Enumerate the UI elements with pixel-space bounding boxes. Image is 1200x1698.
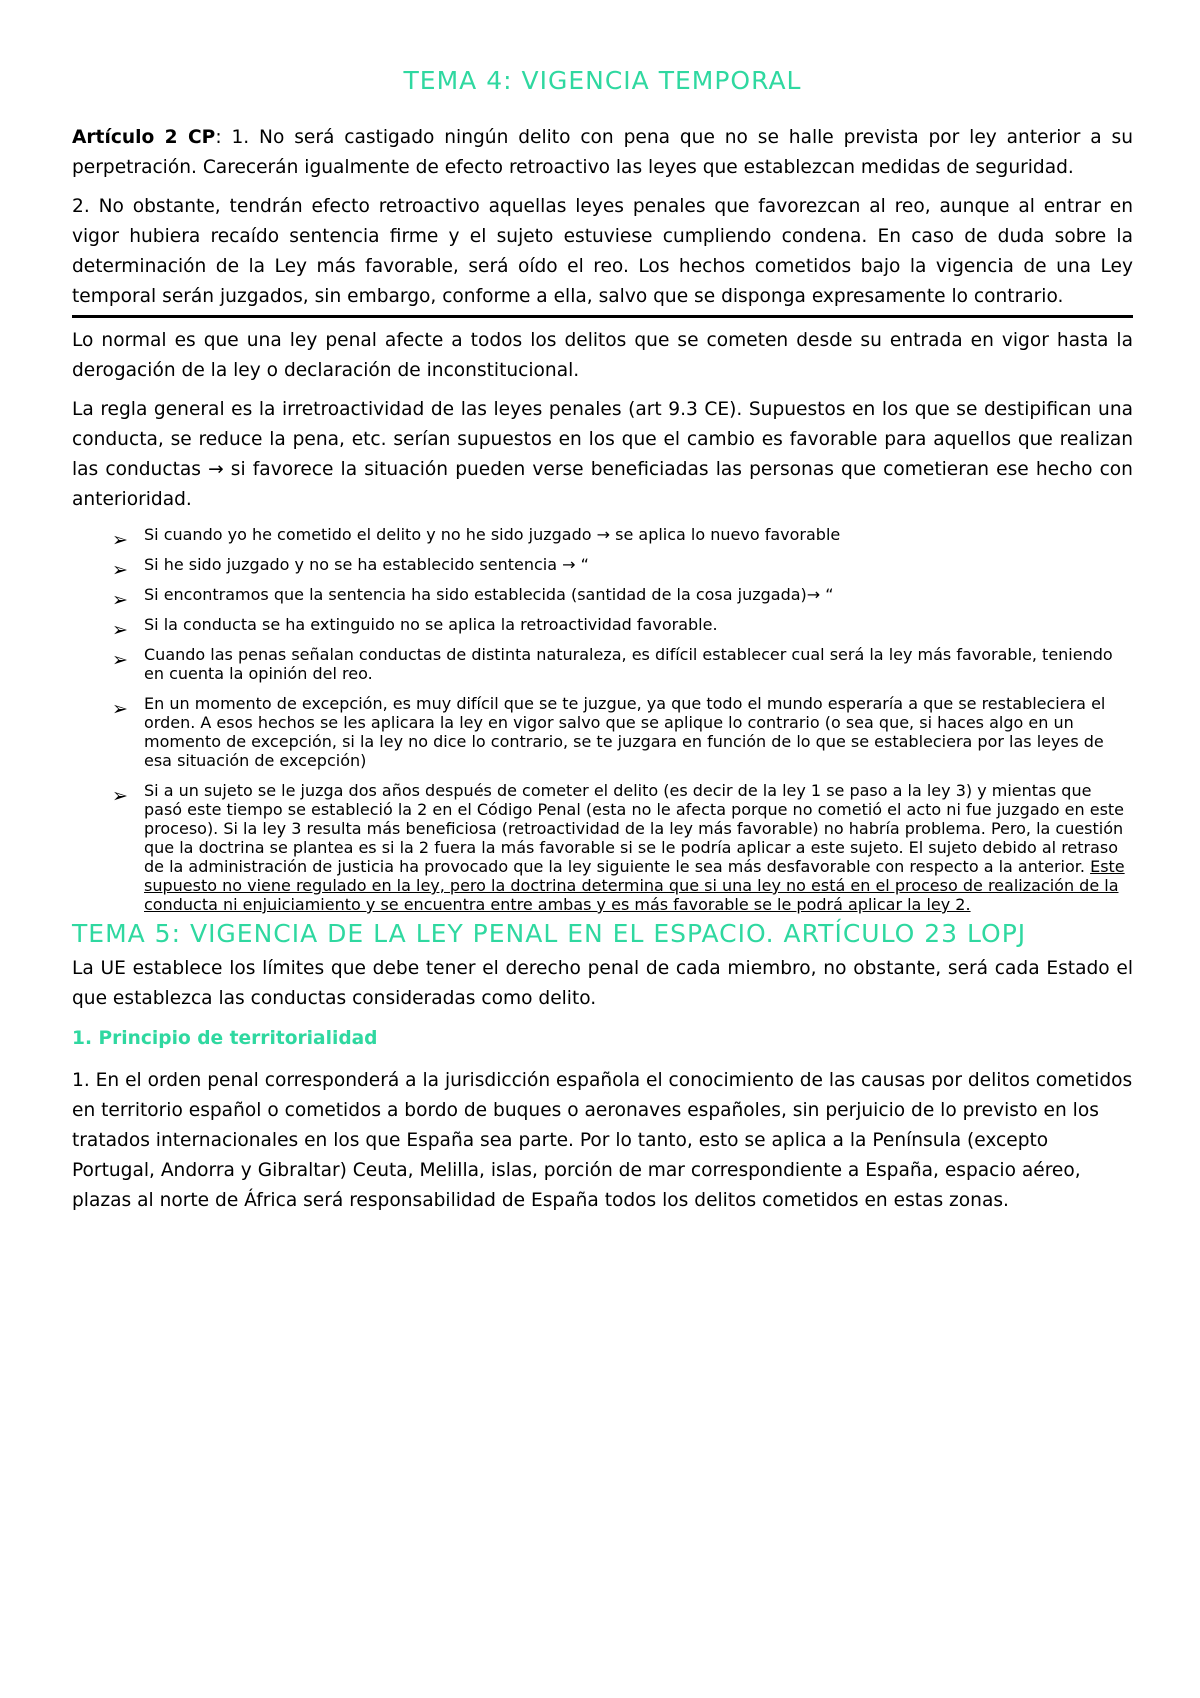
paragraph-regla-general: [72, 395, 1133, 515]
list-item-text-end: se aplica lo nuevo favorable: [610, 525, 841, 544]
list-item-text: Si a un sujeto se le juzga dos años después de cometer el delito (es decir de la ley 1 se paso a la ley 3) y mientas que pasó este tiempo se estableció la 2 en el Código Penal (esta no le afecta porque no cometió el acto ni fue juzgado en este proceso). Si la ley 3 resulta más beneficiosa (retroactividad de la ley más favorable) no habría problema. Pero, la cuestión que la doctrina se plantea es si la 2 fuera la más favorable si se le podría aplicar a este sujeto. El sujeto debido al retraso de la administración de justicia ha provocado que la ley siguiente le sea más desfavorable con respecto a la anterior.: [144, 781, 1125, 876]
paragraph-ue-limites: La UE establece los límites que debe tener el derecho penal de cada miembro, no obstante, será cada Estado el que establezca las conductas consideradas como delito.: [72, 958, 1133, 1009]
list-item-text: Si la conducta se ha extinguido no se aplica la retroactividad favorable.: [144, 615, 718, 634]
list-item: [72, 525, 1133, 551]
arrow-icon: →: [596, 525, 611, 544]
list-item: [72, 645, 1133, 683]
arrow-icon: →: [806, 585, 821, 604]
territorialidad-subheading: 1. Principio de territorialidad: [72, 1028, 378, 1049]
arrowhead-bullet-icon: ➢: [112, 619, 128, 641]
regla-general-text-2: si favorece la situación pueden verse beneficiadas las personas que cometieran ese hecho con anterioridad.: [72, 459, 1133, 510]
list-item-text-end: “: [575, 555, 589, 574]
list-item: [72, 585, 1133, 611]
article-paragraph-2: 2. No obstante, tendrán efecto retroactivo aquellas leyes penales que favorezcan al reo, aunque al entrar en vigor hubiera recaído sentencia firme y el sujeto estuviese cumpliendo condena. En caso de duda sobre la determinación de la Ley más favorable, será oído el reo. Los hechos cometidos bajo la vigencia de una Ley temporal serán juzgados, sin embargo, conforme a ella, salvo que se disponga expresamente lo contrario.: [72, 196, 1133, 307]
arrowhead-bullet-icon: ➢: [112, 698, 128, 720]
arrowhead-bullet-icon: ➢: [112, 649, 128, 671]
list-item: [72, 694, 1133, 770]
paragraph-ley-normal: Lo normal es que una ley penal afecte a todos los delitos que se cometen desde su entrada en vigor hasta la derogación de la ley o declaración de inconstitucional.: [72, 330, 1133, 381]
list-item-text: Si encontramos que la sentencia ha sido establecida (santidad de la cosa juzgada): [144, 585, 807, 604]
bullet-list: [72, 525, 1133, 914]
list-item: [72, 781, 1133, 914]
list-item-text-end: “: [820, 585, 834, 604]
underlined-conclusion: Este supuesto no viene regulado en la ley, pero la doctrina determina que si una ley no está en el proceso de realización de la conducta ni enjuiciamiento y se encuentra entre ambas y es más favorable se le podrá aplicar la ley 2.: [144, 857, 1125, 914]
regla-general-text: La regla general es la irretroactividad de las leyes penales (art 9.3 CE). Supuestos en los que se destipifican una conducta, se reduce la pena, etc. serían supuestos en los que el cambio es favorable para aquellos que realizan las conductas: [72, 399, 1133, 480]
arrowhead-bullet-icon: ➢: [112, 559, 128, 581]
article-2-block: [72, 123, 1133, 318]
arrowhead-bullet-icon: ➢: [112, 529, 128, 551]
paragraph-territorialidad: 1. En el orden penal corresponderá a la jurisdicción española el conocimiento de las causas por delitos cometidos en territorio español o cometidos a bordo de buques o aeronaves españoles, sin perjuicio de lo previsto en los tratados internacionales en los que España sea parte. Por lo tanto, esto se aplica a la Península (excepto Portugal, Andorra y Gibraltar) Ceuta, Melilla, islas, porción de mar correspondiente a España, espacio aéreo, plazas al norte de África será responsabilidad de España todos los delitos cometidos en estas zonas.: [72, 1070, 1133, 1211]
article-label: Artículo 2 CP: [72, 127, 216, 148]
list-item-text: Si cuando yo he cometido el delito y no he sido juzgado: [144, 525, 597, 544]
list-item: [72, 555, 1133, 581]
arrow-icon: →: [562, 555, 576, 574]
tema4-title: TEMA 4: VIGENCIA TEMPORAL: [403, 66, 802, 95]
article-paragraph-1: [72, 123, 1133, 183]
list-item-text: Si he sido juzgado y no se ha establecido sentencia: [144, 555, 563, 574]
list-item-text: En un momento de excepción, es muy difícil que se te juzgue, ya que todo el mundo esperaría a que se restableciera el orden. A esos hechos se les aplicara la ley en vigor salvo que se aplique lo contrario (o sea que, si haces algo en un momento de excepción, si la ley no dice lo contrario, se te juzgara en función de lo que se estableciera por las leyes de esa situación de excepción): [144, 694, 1106, 770]
tema5-title: TEMA 5: VIGENCIA DE LA LEY PENAL EN EL ESPACIO. ARTÍCULO 23 LOPJ: [72, 919, 1027, 948]
list-item-text: Cuando las penas señalan conductas de distinta naturaleza, es difícil establecer cual será la ley más favorable, teniendo en cuenta la opinión del reo.: [144, 645, 1113, 683]
list-item: [72, 615, 1133, 641]
article-text-1: : 1. No será castigado ningún delito con pena que no se halle prevista por ley anterior a su perpetración. Carecerán igualmente de efecto retroactivo las leyes que establezcan medidas de seguridad.: [72, 127, 1134, 178]
arrowhead-bullet-icon: ➢: [112, 785, 128, 807]
arrowhead-bullet-icon: ➢: [112, 589, 128, 611]
arrow-icon: →: [208, 459, 224, 480]
